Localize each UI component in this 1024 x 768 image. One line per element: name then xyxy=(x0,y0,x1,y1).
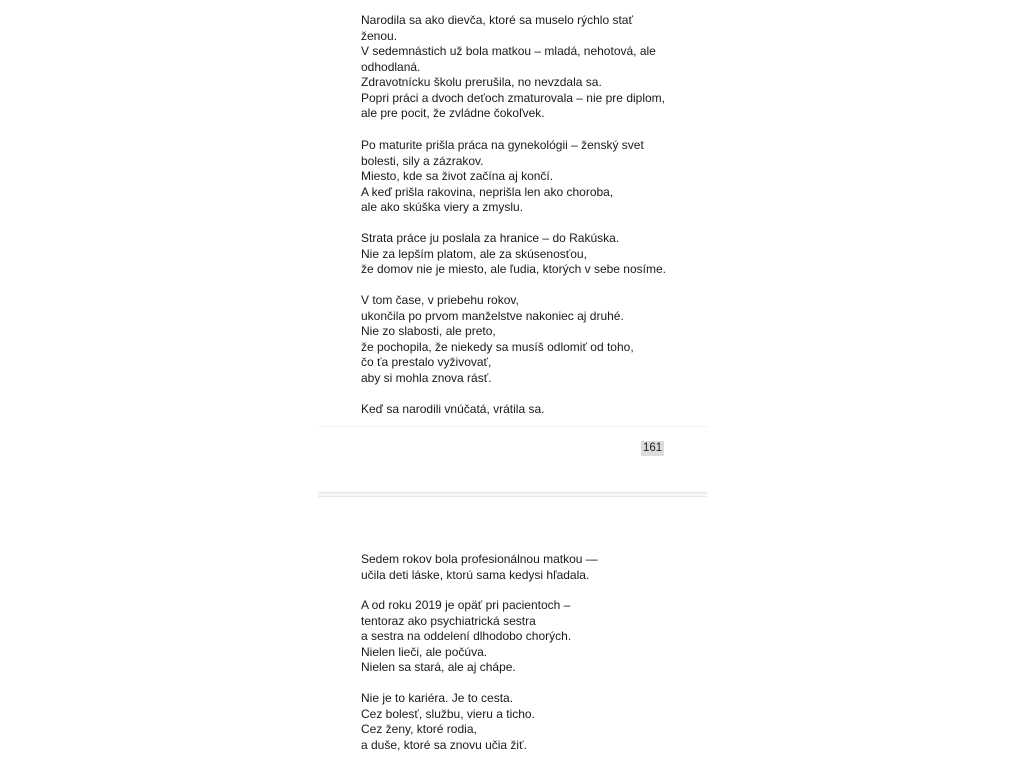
poem-line: bolesti, sily a zázrakov. xyxy=(361,153,484,168)
poem-line: že pochopila, že niekedy sa musíš odlomiť od toho, xyxy=(361,339,634,354)
poem-line: Keď sa narodili vnúčatá, vrátila sa. xyxy=(361,402,545,416)
poem-line: V sedemnástich už bola matkou – mladá, nehotová, ale xyxy=(361,44,656,58)
stanza-1 xyxy=(361,13,701,122)
poem-line: Nie zo slabosti, ale preto, xyxy=(361,324,496,338)
poem-line: Zdravotnícku školu prerušila, no nevzdala sa. xyxy=(361,75,602,89)
document-page-top xyxy=(318,0,707,428)
poem-line: Strata práce ju poslala za hranice – do Rakúska. xyxy=(361,231,620,245)
poem-line: Popri práci a dvoch deťoch zmaturovala – nie pre diplom, xyxy=(361,90,665,105)
poem-line: a duše, ktoré sa znovu učia žiť. xyxy=(361,737,527,752)
poem-line: Nie je to kariéra. Je to cesta. xyxy=(361,691,514,705)
poem-line: učila deti láske, ktorú sama kedysi hľadala. xyxy=(361,567,590,582)
stanza-8 xyxy=(361,691,701,753)
poem-line: Miesto, kde sa život začína aj končí. xyxy=(361,169,554,183)
stanza-2 xyxy=(361,138,701,216)
poem-line: Nie za lepším platom, ale za skúsenosťou, xyxy=(361,246,587,261)
poem-line: Sedem rokov bola profesionálnou matkou — xyxy=(361,552,598,566)
poem-line: Cez ženy, ktoré rodia, xyxy=(361,722,477,736)
page-footer-divider xyxy=(318,426,707,427)
poem-line: aby si mohla znova rásť. xyxy=(361,370,492,385)
poem-line: A od roku 2019 je opäť pri pacientoch – xyxy=(361,598,571,612)
poem-line: a sestra na oddelení dlhodobo chorých. xyxy=(361,629,572,643)
poem-line: tentoraz ako psychiatrická sestra xyxy=(361,613,536,628)
page-number: 161 xyxy=(643,442,663,454)
stanza-7 xyxy=(361,598,701,676)
stanza-6 xyxy=(361,552,701,583)
poem-line: Nielen sa stará, ale aj chápe. xyxy=(361,660,516,674)
poem-line: ženou. xyxy=(361,28,398,43)
poem-line: Cez bolesť, službu, vieru a ticho. xyxy=(361,706,535,721)
poem-line: ale pre pocit, že zvládne čokoľvek. xyxy=(361,106,545,120)
stanza-4 xyxy=(361,293,701,386)
poem-line: ale ako skúška viery a zmyslu. xyxy=(361,200,524,214)
poem-line: Narodila sa ako dievča, ktoré sa muselo rýchlo stať xyxy=(361,13,633,27)
poem-line: že domov nie je miesto, ale ľudia, ktorých v sebe nosíme. xyxy=(361,262,666,276)
poem-line: Po maturite prišla práca na gynekológii – ženský svet xyxy=(361,138,644,152)
poem-line: čo ťa prestalo vyživovať, xyxy=(361,355,492,369)
document-page-bottom xyxy=(318,497,707,768)
poem-line: odhodlaná. xyxy=(361,59,421,74)
poem-line: V tom čase, v priebehu rokov, xyxy=(361,293,519,307)
poem-line: A keď prišla rakovina, neprišla len ako choroba, xyxy=(361,184,614,199)
poem-line: ukončila po prvom manželstve nakoniec aj druhé. xyxy=(361,308,624,323)
poem-line: Nielen lieči, ale počúva. xyxy=(361,644,488,659)
stanza-3 xyxy=(361,231,701,278)
stanza-5 xyxy=(361,402,701,418)
